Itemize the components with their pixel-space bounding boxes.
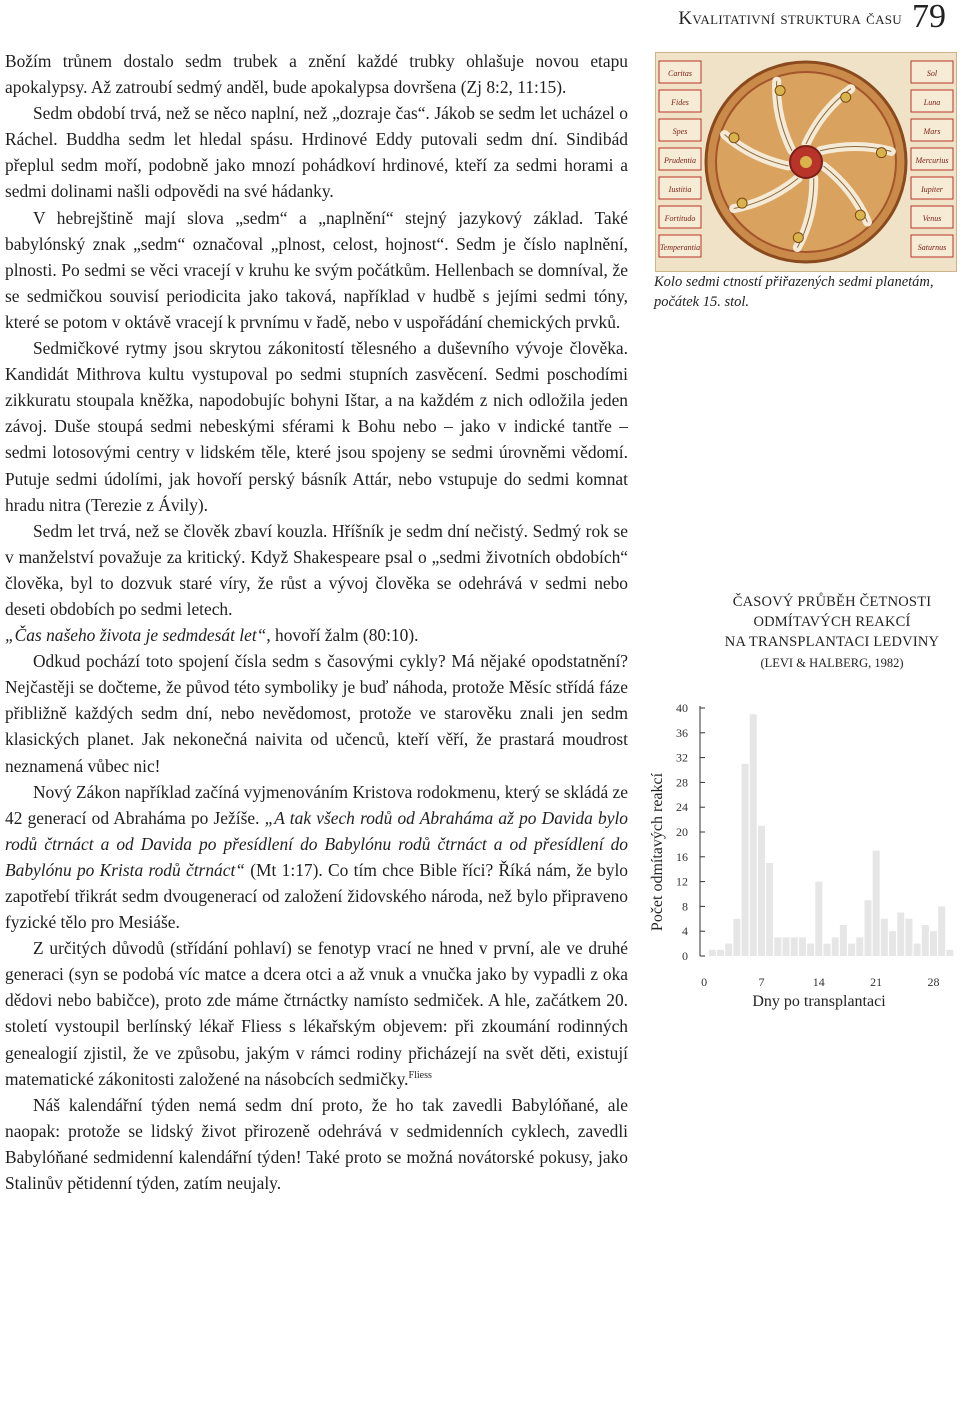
y-tick-label-24: 24	[676, 800, 688, 815]
virtue-wheel-illustration	[655, 52, 957, 272]
matthew-quote: „A tak všech rodů od Abraháma až po Davida bylo rodů čtrnáct a od Davida po přesídlení do Babylónu rodů čtrnáct a od přesídlení do Babylónu po Krista rodů čtrnáct“	[5, 807, 628, 880]
bar-day-13	[807, 944, 814, 956]
label-text-right-2: Mars	[923, 127, 941, 136]
bar-day-26	[914, 944, 921, 956]
bar-day-21	[873, 851, 880, 956]
chart-title-line-3: NA TRANSPLANTACI LEDVINY	[724, 634, 940, 650]
bar-day-3	[725, 944, 732, 956]
psalm-quote: „Čas našeho života je sedmdesát let“	[5, 625, 267, 646]
label-text-left-2: Spes	[672, 127, 688, 136]
wheel-medallion-3	[793, 233, 803, 243]
bar-day-30	[946, 950, 953, 956]
chart-y-axis-label: Počet odmítavých reakcí	[649, 772, 666, 932]
bar-day-12	[799, 937, 806, 956]
y-tick-label-0: 0	[682, 949, 688, 963]
paragraph-genealogy	[5, 779, 628, 936]
left-label-boxes	[659, 61, 701, 257]
wheel-medallion-4	[737, 198, 747, 208]
label-text-left-5: Fortitudo	[664, 214, 696, 223]
bar-day-7	[758, 826, 765, 956]
y-tick-label-36: 36	[676, 725, 688, 740]
label-text-right-3: Mercurius	[915, 156, 949, 165]
bar-day-17	[840, 925, 847, 956]
y-tick-label-8: 8	[682, 899, 688, 914]
chart-subtitle: (LEVI & HALBERG, 1982)	[760, 656, 904, 670]
paragraph-week: Náš kalendářní týden nemá sedm dní proto, že ho tak zavedli Babylóňané, ale naopak: protože se lidský život přirozeně odehrává v sedmidenních cyklech, zavedli Babylóňané sedmidenní kalendářní týden! Také proto se možná novátorské pokusy, jako Stalinův pětidenní týden, zatím neujaly.	[5, 1094, 628, 1194]
paragraph-hebrew: V hebrejštině mají slova „sedm“ a „naplnění“ stejný jazykový základ. Také babylónský znak „sedm“ označoval „plnost, celost, hojnost“. Sedm je číslo naplnění, plnosti. Po sedmi se věci vracejí v kruhu ke svým počátkům. Hellenbach se domníval, že se sedmičkou souvisí periodicita jako taková, například v hudbě s jejími sedmi tóny, které se potom v oktávě vracejí k prvnímu v řadě, nebo v uspořádání chemických prvků.	[5, 207, 628, 332]
label-text-right-4: Iupiter	[921, 185, 943, 194]
bar-day-20	[864, 900, 871, 956]
label-text-left-6: Temperantia	[659, 243, 701, 252]
psalm-reference: , hovoří žalm (80:10).	[266, 625, 419, 646]
genealogy-intro: Nový Zákon například začíná vyjmenováním Kristova rodokmenu, který se skládá ze 42 generací od Abraháma po Ježíše.	[5, 781, 628, 828]
bar-day-19	[856, 937, 863, 956]
bar-day-24	[897, 913, 904, 956]
bar-day-29	[938, 906, 945, 956]
paragraph-spell	[5, 518, 628, 648]
paragraph-apocalypse: Božím trůnem dostalo sedm trubek a znění každé trubky ohlašuje novou etapu apokalypsy. Až zatroubí sedmý anděl, bude apokalypsa dovršena (Zj 8:2, 11:15).	[5, 51, 628, 98]
x-tick-label-21: 21	[870, 975, 883, 989]
chart-title-line-1: ČASOVÝ PRŮBĚH ČETNOSTI	[732, 594, 932, 610]
running-title: Kvalitativní struktura času	[678, 8, 902, 29]
wheel-medallion-5	[729, 133, 739, 143]
footnote-mark: Fliess	[408, 1069, 432, 1081]
bar-day-11	[791, 937, 798, 956]
y-tick-label-28: 28	[676, 775, 688, 790]
bar-day-10	[783, 937, 790, 956]
bar-day-6	[750, 714, 757, 956]
chart-bars	[709, 714, 954, 956]
bar-day-22	[881, 919, 888, 956]
paragraph-origin: Odkud pochází toto spojení čísla sedm s časovými cykly? Má nějaké opodstatnění? Nejčastěji se dočteme, že původ této symboliky je buď náhoda, protože Měsíc střídá fáze přibližně každých sedm dní, nebo nevědomost, protože ve starověku znali jen sedm klasických planet. Jak nekonečná naivita od učenců, kteří věří, že prastará moudrost neznamená vůbec nic!	[5, 651, 628, 776]
bar-day-1	[709, 950, 716, 956]
figure-caption: Kolo sedmi ctností přiřazených sedmi planetám, počátek 15. stol.	[654, 274, 934, 310]
paragraph-rhythms: Sedmičkové rytmy jsou skrytou zákonitostí tělesného a duševního vývoje člověka. Kandidát Mithrova kultu vystupoval po sedmi stupních zasvěcení. Sedmi poschodími zikkuratu stoupala kněžka, napodobujíc bohyni Ištar, a na každém z nich odložila jeden závoj. Duše stoupá sedmi nebeskými sférami k Bohu nebo – jako v indické tantře – sedmi lotosovými centry v lidském těle, které jsou spojeny se sedmi úrovněmi vědomí. Putuje sedmi údolími, jak hovoří perský básník Attár, nebo vstupuje do sedmi komnat hradu nitra (Terezie z Ávily).	[5, 338, 628, 515]
label-text-right-0: Sol	[926, 69, 938, 78]
bar-day-4	[733, 919, 740, 956]
label-text-right-5: Venus	[922, 214, 942, 223]
bar-day-18	[848, 944, 855, 956]
wheel-medallion-1	[876, 148, 886, 158]
y-tick-label-16: 16	[676, 849, 688, 864]
chart-title-line-2: ODMÍTAVÝCH REAKCÍ	[753, 614, 911, 630]
y-tick-label-4: 4	[682, 924, 688, 939]
label-text-right-1: Luna	[923, 98, 941, 107]
bar-day-23	[889, 931, 896, 956]
bar-day-15	[824, 944, 831, 956]
bar-day-16	[832, 937, 839, 956]
paragraph-fliess	[5, 935, 628, 1092]
genealogy-conclusion: (Mt 1:17). Co tím chce Bible říci? Říká nám, že bylo zapotřebí třikrát sedm dvougenerací od založení židovského národa, než bylo připraveno fyzické tělo pro Mesiáše.	[5, 859, 628, 933]
label-text-left-1: Fides	[671, 98, 689, 107]
y-tick-label-32: 32	[676, 750, 688, 765]
right-label-boxes	[911, 61, 953, 257]
wheel-medallion-0	[841, 92, 851, 102]
y-tick-label-40: 40	[676, 701, 688, 715]
label-text-left-0: Caritas	[667, 69, 693, 78]
x-tick-label-14: 14	[812, 975, 825, 989]
wheel-medallion-6	[775, 86, 785, 96]
bar-day-14	[815, 882, 822, 956]
bar-day-2	[717, 950, 724, 956]
x-tick-label-28: 28	[927, 975, 940, 989]
page-number: 79	[912, 0, 946, 35]
page-header	[0, 0, 960, 40]
bar-day-28	[930, 931, 937, 956]
label-text-left-3: Prudentia	[664, 156, 696, 165]
y-tick-label-12: 12	[676, 874, 688, 889]
bar-day-9	[774, 937, 781, 956]
paragraph-fliess-text: Z určitých důvodů (střídání pohlaví) se fenotyp vrací ne hned v první, ale ve druhé generaci (syn se podobá víc matce a dcera otci a až vnuk a vnučka jako by vypadli z oka dědovi nebo babičce), proto zde máme čtrnáctky namísto sedmiček. A hle, začátkem 20. století vystoupil berlínský lékař Fliess s lékařským objevem: při zkoumání rodinných genealogií zjistil, že ve způsobu, jakým v rámci rodiny přicházejí na svět děti, existují matematické zákonitosti založené na násobcích sedmičky.	[5, 938, 628, 1089]
rejection-bar-chart	[640, 690, 960, 1015]
x-tick-label-7: 7	[758, 975, 765, 989]
wheel-medallion-2	[855, 210, 865, 220]
wheel-hub-center	[800, 156, 812, 168]
bar-day-27	[922, 925, 929, 956]
chart-x-axis-label: Dny po transplantaci	[752, 993, 886, 1010]
chart-title	[672, 592, 960, 652]
y-tick-label-20: 20	[676, 825, 688, 839]
x-tick-label-0: 0	[701, 975, 708, 989]
virtue-wheel-svg	[656, 53, 956, 271]
label-text-left-4: Iustitia	[668, 185, 692, 194]
paragraph-spell-text: Sedm let trvá, než se člověk zbaví kouzla. Hříšník je sedm dní nečistý. Sedmý rok se v manželství považuje za kritický. Když Shakespeare psal o „sedmi životních obdobích“ člověka, byl to dozvuk staré víry, že růst a vývoj člověka se odehrává v sedmi nebo deseti obdobích po sedmi letech.	[5, 520, 628, 619]
main-text-column	[5, 48, 628, 1196]
bar-day-8	[766, 863, 773, 956]
bar-day-5	[742, 764, 749, 956]
chart-svg	[640, 690, 960, 1015]
label-text-right-6: Saturnus	[917, 243, 947, 252]
paragraph-seven-periods: Sedm období trvá, než se něco naplní, než „dozraje čas“. Jákob se sedm let ucházel o Ráchel. Buddha sedm let hledal spásu. Hrdinové Eddy putovali sedm dní. Sindibád přeplul sedm moří, podobně jako mnozí pohádkoví hrdinové, kteří za sedmi horami a sedmi dolinami našli odpovědi na své hádanky.	[5, 103, 628, 202]
bar-day-25	[905, 919, 912, 956]
